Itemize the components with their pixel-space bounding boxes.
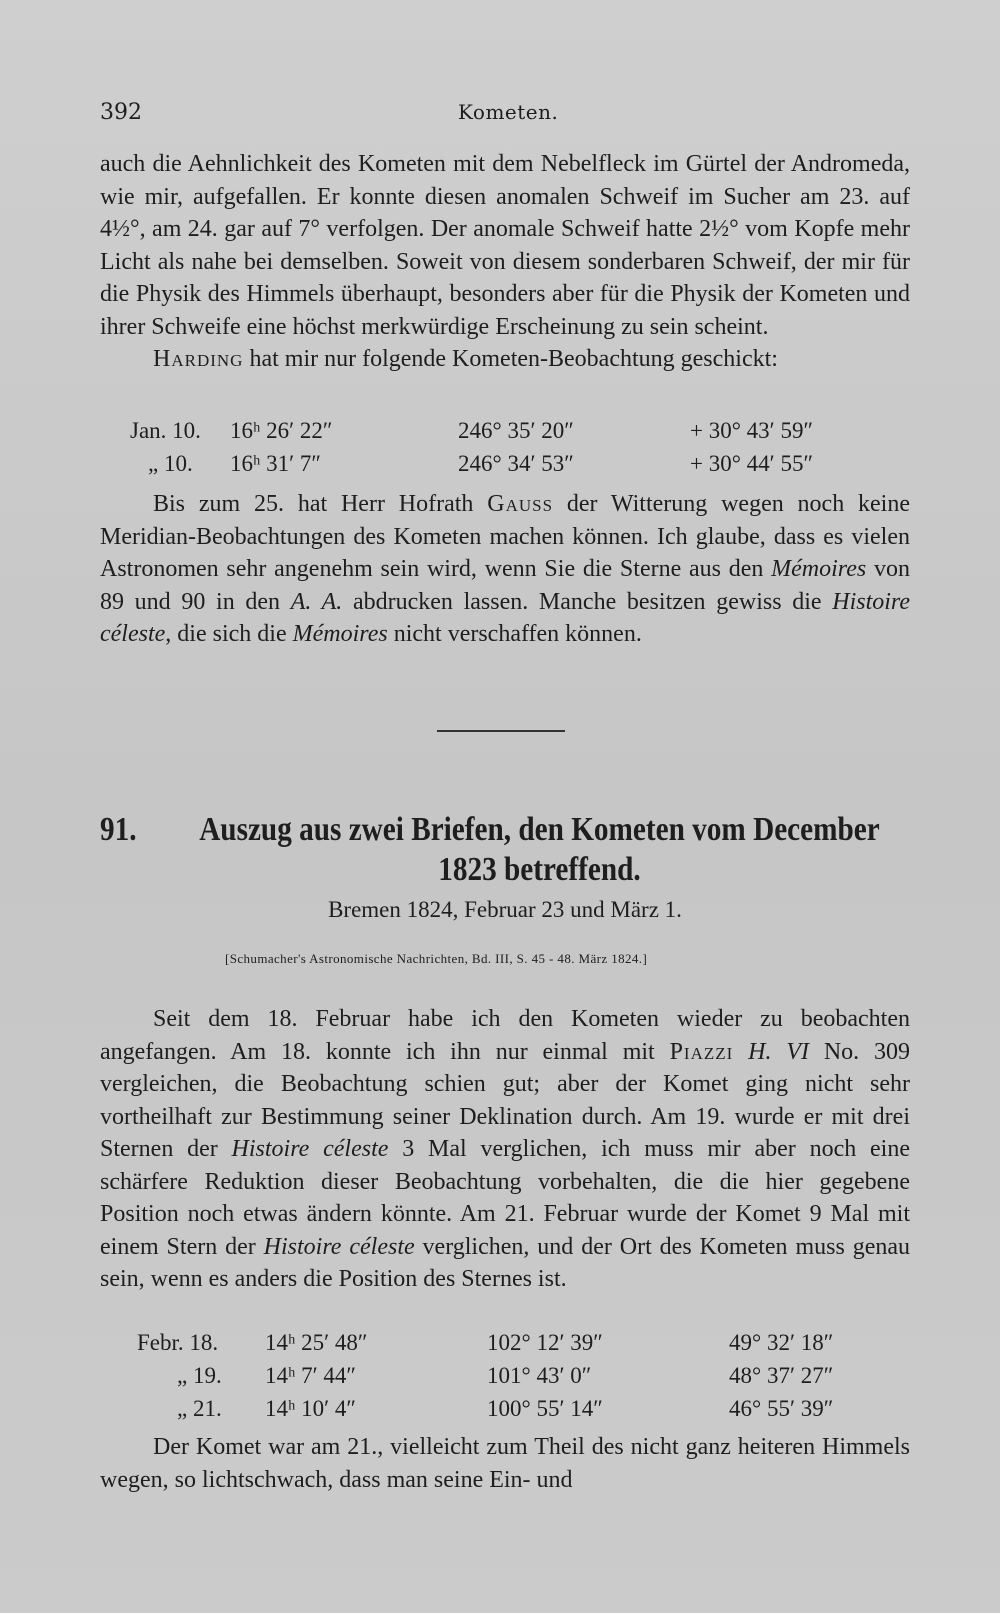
- obs-date: „ 19.: [177, 1363, 222, 1388]
- table-row: [130, 418, 910, 451]
- italic-title: Histoire céleste: [100, 588, 911, 647]
- paragraph-gauss: [100, 488, 910, 651]
- obs-declination: 48° 37′ 27″: [729, 1363, 834, 1388]
- obs-right-ascension: 101° 43′ 0″: [487, 1363, 592, 1388]
- running-title: Kometen.: [458, 100, 559, 124]
- obs-date: „ 21.: [177, 1396, 222, 1421]
- obs-date: Febr. 18.: [137, 1330, 219, 1355]
- text-run: nicht verschaffen können.: [387, 621, 642, 647]
- obs-right-ascension: 100° 55′ 14″: [487, 1396, 603, 1421]
- table-row: [137, 1396, 917, 1429]
- obs-right-ascension: 102° 12′ 39″: [487, 1330, 603, 1355]
- person-name-harding: Harding: [153, 346, 244, 372]
- text-run: der Witterung wegen noch keine Meridian-Beobachtungen des Kometen machen können. Ich glaube, dass es vielen Astronomen sehr angenehm sein wird, wenn Sie die Sterne aus den: [100, 491, 911, 582]
- section-heading: [100, 810, 910, 890]
- italic-title: Mémoires: [292, 621, 388, 647]
- paragraph-final: [100, 1431, 910, 1496]
- obs-time: 16ʰ 31′ 7″: [230, 451, 322, 476]
- page-number: 392: [100, 100, 142, 125]
- text-run: , die sich die: [165, 621, 293, 647]
- source-citation: [Schumacher's Astronomische Nachrichten, Bd. III, S. 45 - 48. März 1824.]: [225, 951, 648, 966]
- obs-declination: + 30° 43′ 59″: [690, 418, 814, 443]
- italic-title: Histoire céleste: [263, 1233, 415, 1260]
- paragraph-observations: [100, 1003, 910, 1296]
- obs-right-ascension: 246° 34′ 53″: [458, 451, 574, 476]
- text-run: No. 309 vergleichen, die Beobachtung schien gut; aber der Komet ging nicht sehr vortheilhaft zur Bestimmung seiner Deklination durch. Am 19. wurde er mit drei Sternen der: [100, 1038, 911, 1162]
- harding-line: [100, 343, 910, 376]
- obs-declination: + 30° 44′ 55″: [690, 451, 814, 476]
- italic-title: Histoire céleste: [231, 1136, 389, 1162]
- text-run: 3 Mal verglichen, ich muss mir aber noch eine schärfere Reduktion dieser Beobachtung vorbehalten, die die hier gegebene Position noch etwas ändern könnte. Am 21. Februar wurde der Komet 9 Mal mit einem Stern der: [100, 1136, 910, 1260]
- table-row: [137, 1363, 917, 1396]
- obs-time: 14ʰ 25′ 48″: [265, 1330, 368, 1355]
- harding-line-text: hat mir nur folgende Kometen-Beobachtung geschickt:: [243, 346, 778, 372]
- paragraph-continuation: [100, 148, 910, 376]
- obs-declination: 49° 32′ 18″: [729, 1330, 834, 1355]
- obs-time: 14ʰ 7′ 44″: [265, 1363, 357, 1388]
- section-divider: [437, 730, 565, 732]
- obs-date: Jan. 10.: [130, 418, 201, 443]
- text-run: abdrucken lassen. Manche besitzen gewiss die: [342, 588, 833, 615]
- italic-abbrev: A. A.: [290, 588, 343, 615]
- italic-catalog: H. VI: [748, 1038, 809, 1065]
- place-date-line: Bremen 1824, Februar 23 und März 1.: [328, 897, 682, 922]
- obs-declination: 46° 55′ 39″: [729, 1396, 834, 1421]
- obs-right-ascension: 246° 35′ 20″: [458, 418, 574, 443]
- text-run: Bis zum 25. hat Herr Hofrath: [153, 491, 488, 517]
- person-name-gauss: Gauss: [487, 491, 554, 517]
- section-title: Auszug aus zwei Briefen, den Kometen vom December 1823 betreffend.: [199, 811, 880, 888]
- paragraph-text: auch die Aehnlichkeit des Kometen mit dem Nebelfleck im Gürtel der Andromeda, wie mir, aufgefallen. Er konnte diesen anomalen Schweif im Sucher am 23. auf 4½°, am 24. gar auf 7° verfolgen. Der anomale Schweif hatte 2½° vom Kopfe mehr Licht als nahe bei demselben. Soweit von diesem sonderbaren Schweif, der mir für die Physik des Himmels überhaupt, besonders aber für die Physik der Kometen und ihrer Schweife eine höchst merkwürdige Erscheinung zu sein scheint.: [100, 151, 910, 340]
- obs-time: 14ʰ 10′ 4″: [265, 1396, 357, 1421]
- section-number: 91.: [100, 811, 137, 848]
- text-run: von 89 und 90 in den: [100, 556, 911, 615]
- obs-date: „ 10.: [148, 451, 193, 476]
- observation-table-2: [137, 1330, 917, 1429]
- table-row: [137, 1330, 917, 1363]
- text-run: Seit dem 18. Februar habe ich den Kometen wieder zu beobachten angefangen. Am 18. konnte ich ihn nur einmal mit: [100, 1006, 910, 1065]
- text-run: verglichen, und der Ort des Kometen muss genau sein, wenn es anders die Position des Sternes ist.: [100, 1233, 910, 1292]
- italic-title: Mémoires: [771, 556, 867, 582]
- table-row: [130, 451, 910, 484]
- observation-table-1: [130, 418, 910, 484]
- paragraph-text: Der Komet war am 21., vielleicht zum Theil des nicht ganz heiteren Himmels wegen, so lichtschwach, dass man seine Ein- und: [100, 1434, 910, 1493]
- obs-time: 16ʰ 26′ 22″: [230, 418, 333, 443]
- person-name-piazzi: Piazzi: [669, 1038, 734, 1065]
